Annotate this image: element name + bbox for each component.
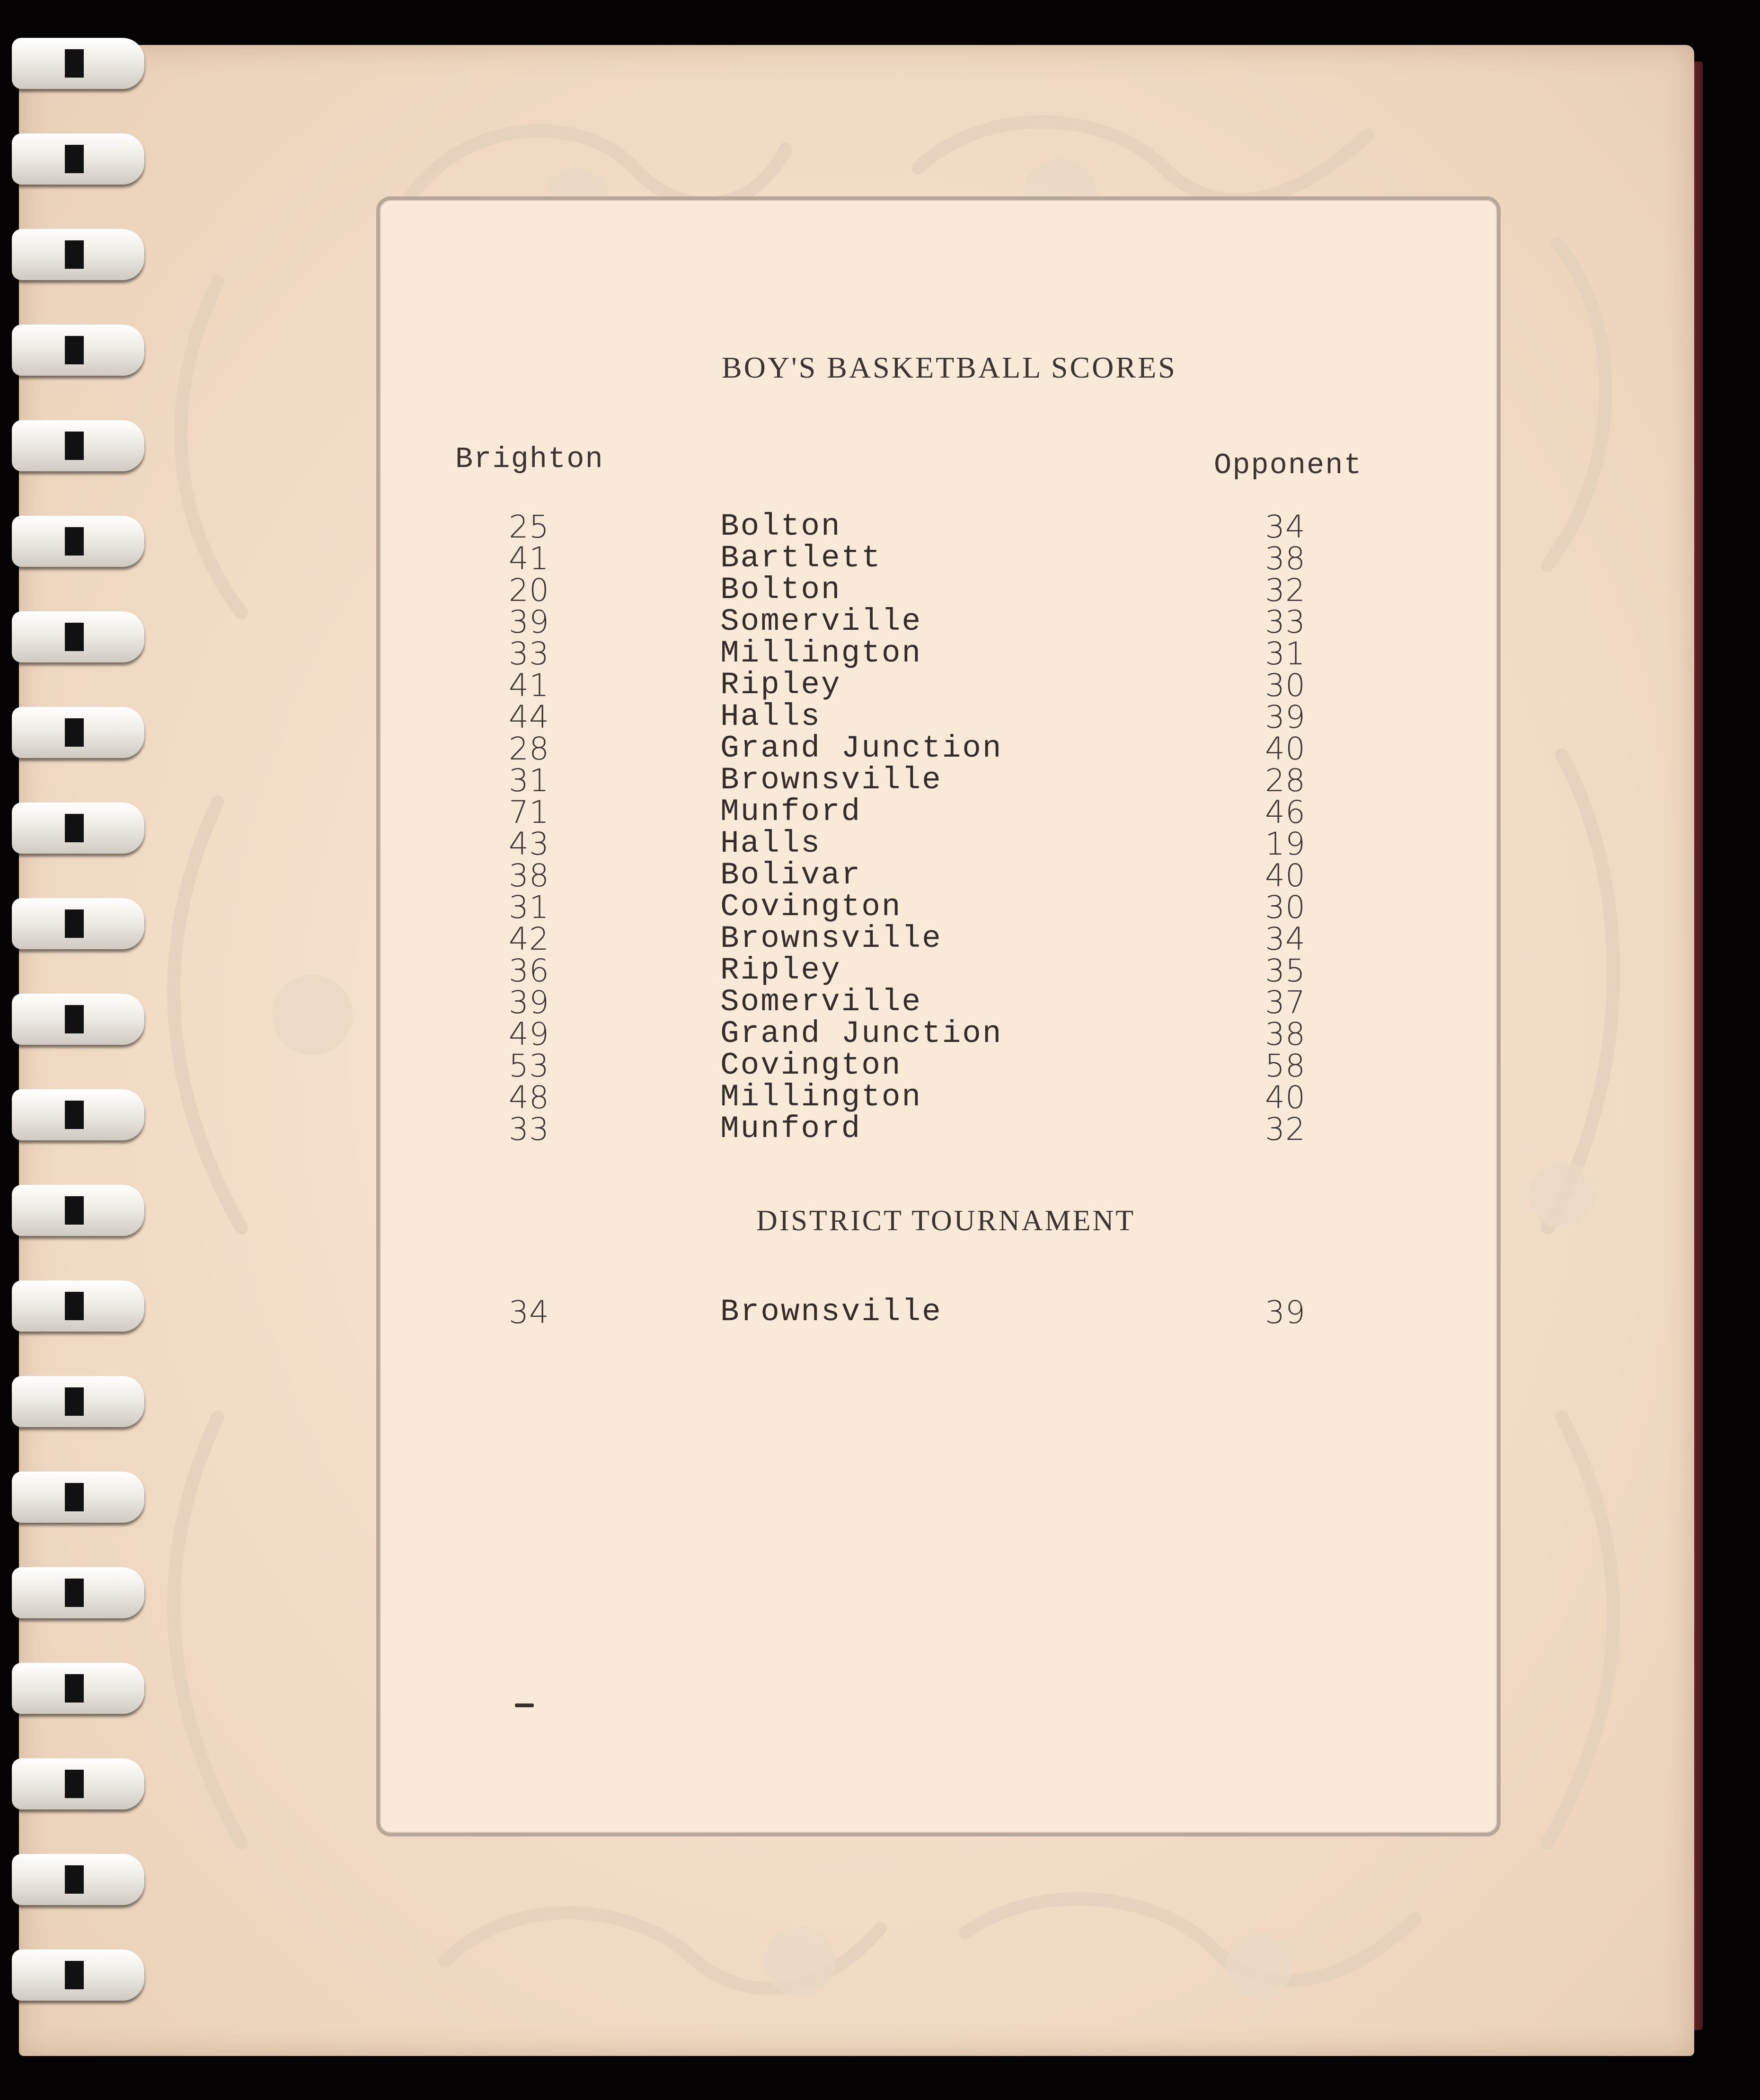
opponent-score: 37 bbox=[1265, 984, 1306, 1021]
column-header-brighton: Brighton bbox=[455, 442, 604, 476]
opponent-score: 58 bbox=[1265, 1048, 1306, 1084]
binding-coil bbox=[12, 1376, 144, 1427]
ink-mark bbox=[515, 1703, 534, 1707]
binding-coil bbox=[12, 229, 144, 280]
binding-coil bbox=[12, 1663, 144, 1714]
opponent-score: 32 bbox=[1265, 572, 1306, 609]
table-row bbox=[0, 667, 1760, 704]
binding-coil bbox=[12, 1758, 144, 1809]
table-row bbox=[0, 953, 1760, 989]
table-row bbox=[0, 540, 1760, 577]
brighton-score: 36 bbox=[509, 953, 549, 989]
opponent-score: 34 bbox=[1265, 509, 1306, 545]
opponent-score: 30 bbox=[1265, 667, 1306, 704]
opponent-name: Ripley bbox=[720, 667, 841, 703]
table-row bbox=[0, 572, 1760, 609]
brighton-score: 33 bbox=[509, 1111, 549, 1147]
binding-coil bbox=[12, 133, 144, 185]
binding-coil bbox=[12, 420, 144, 471]
opponent-name: Brownsville bbox=[720, 921, 942, 956]
opponent-name: Brownsville bbox=[720, 762, 942, 798]
table-row bbox=[0, 826, 1760, 862]
brighton-score: 43 bbox=[509, 826, 549, 862]
opponent-score: 35 bbox=[1265, 953, 1306, 989]
opponent-name: Grand Junction bbox=[720, 731, 1003, 766]
opponent-name: Munford bbox=[720, 1111, 862, 1147]
opponent-score: 39 bbox=[1265, 1294, 1306, 1331]
table-row bbox=[0, 635, 1760, 672]
opponent-score: 31 bbox=[1265, 635, 1306, 672]
table-row bbox=[0, 857, 1760, 894]
opponent-name: Millington bbox=[720, 1079, 922, 1115]
opponent-score: 33 bbox=[1265, 604, 1306, 640]
tournament-row bbox=[0, 1294, 1760, 1331]
opponent-name: Bolivar bbox=[720, 857, 862, 893]
opponent-score: 39 bbox=[1265, 699, 1306, 735]
opponent-name: Halls bbox=[720, 826, 822, 861]
opponent-score: 40 bbox=[1265, 857, 1306, 894]
opponent-score: 40 bbox=[1265, 731, 1306, 767]
brighton-score: 53 bbox=[509, 1048, 549, 1084]
brighton-score: 33 bbox=[509, 635, 549, 672]
opponent-score: 19 bbox=[1265, 826, 1306, 862]
table-row bbox=[0, 794, 1760, 830]
opponent-score: 30 bbox=[1265, 889, 1306, 926]
brighton-score: 31 bbox=[509, 889, 549, 926]
brighton-score: 38 bbox=[509, 857, 549, 894]
table-row bbox=[0, 762, 1760, 799]
brighton-score: 20 bbox=[509, 572, 549, 609]
opponent-score: 38 bbox=[1265, 540, 1306, 577]
table-row bbox=[0, 921, 1760, 957]
opponent-name: Bolton bbox=[720, 572, 841, 608]
tournament-title: DISTRICT TOURNAMENT bbox=[756, 1205, 1136, 1237]
binding-coil bbox=[12, 1472, 144, 1523]
opponent-name: Grand Junction bbox=[720, 1016, 1003, 1051]
binding-coil bbox=[12, 325, 144, 376]
brighton-score: 39 bbox=[509, 604, 549, 640]
binding-coil bbox=[12, 1567, 144, 1618]
brighton-score: 25 bbox=[509, 509, 549, 545]
brighton-score: 49 bbox=[509, 1016, 549, 1052]
table-row bbox=[0, 699, 1760, 735]
table-row bbox=[0, 1048, 1760, 1084]
opponent-name: Millington bbox=[720, 635, 922, 671]
opponent-name: Brownsville bbox=[720, 1294, 942, 1330]
opponent-name: Covington bbox=[720, 889, 902, 925]
brighton-score: 44 bbox=[509, 699, 549, 735]
brighton-score: 31 bbox=[509, 762, 549, 799]
opponent-name: Bolton bbox=[720, 509, 841, 544]
table-row bbox=[0, 509, 1760, 545]
table-row bbox=[0, 889, 1760, 926]
brighton-score: 41 bbox=[509, 667, 549, 704]
binding-coil bbox=[12, 1950, 144, 2001]
opponent-score: 34 bbox=[1265, 921, 1306, 957]
opponent-name: Ripley bbox=[720, 953, 841, 988]
page-title: BOY'S BASKETBALL SCORES bbox=[722, 351, 1177, 384]
table-row bbox=[0, 1111, 1760, 1147]
brighton-score: 39 bbox=[509, 984, 549, 1021]
opponent-name: Bartlett bbox=[720, 540, 882, 576]
opponent-score: 46 bbox=[1265, 794, 1306, 830]
brighton-score: 42 bbox=[509, 921, 549, 957]
brighton-score: 48 bbox=[509, 1079, 549, 1116]
opponent-score: 28 bbox=[1265, 762, 1306, 799]
opponent-score: 40 bbox=[1265, 1079, 1306, 1116]
table-row bbox=[0, 1079, 1760, 1116]
table-row bbox=[0, 731, 1760, 767]
opponent-score: 38 bbox=[1265, 1016, 1306, 1052]
opponent-name: Covington bbox=[720, 1048, 902, 1083]
opponent-name: Halls bbox=[720, 699, 822, 734]
opponent-score: 32 bbox=[1265, 1111, 1306, 1147]
binding-coil bbox=[12, 38, 144, 89]
table-row bbox=[0, 984, 1760, 1021]
brighton-score: 28 bbox=[509, 731, 549, 767]
opponent-name: Somerville bbox=[720, 604, 922, 639]
opponent-name: Somerville bbox=[720, 984, 922, 1020]
binding-coil bbox=[12, 1185, 144, 1236]
brighton-score: 41 bbox=[509, 540, 549, 577]
table-row bbox=[0, 604, 1760, 640]
table-row bbox=[0, 1016, 1760, 1052]
brighton-score: 71 bbox=[509, 794, 549, 830]
opponent-name: Munford bbox=[720, 794, 862, 829]
binding-coil bbox=[12, 1854, 144, 1905]
brighton-score: 34 bbox=[509, 1294, 549, 1331]
column-header-opponent: Opponent bbox=[1214, 449, 1362, 482]
